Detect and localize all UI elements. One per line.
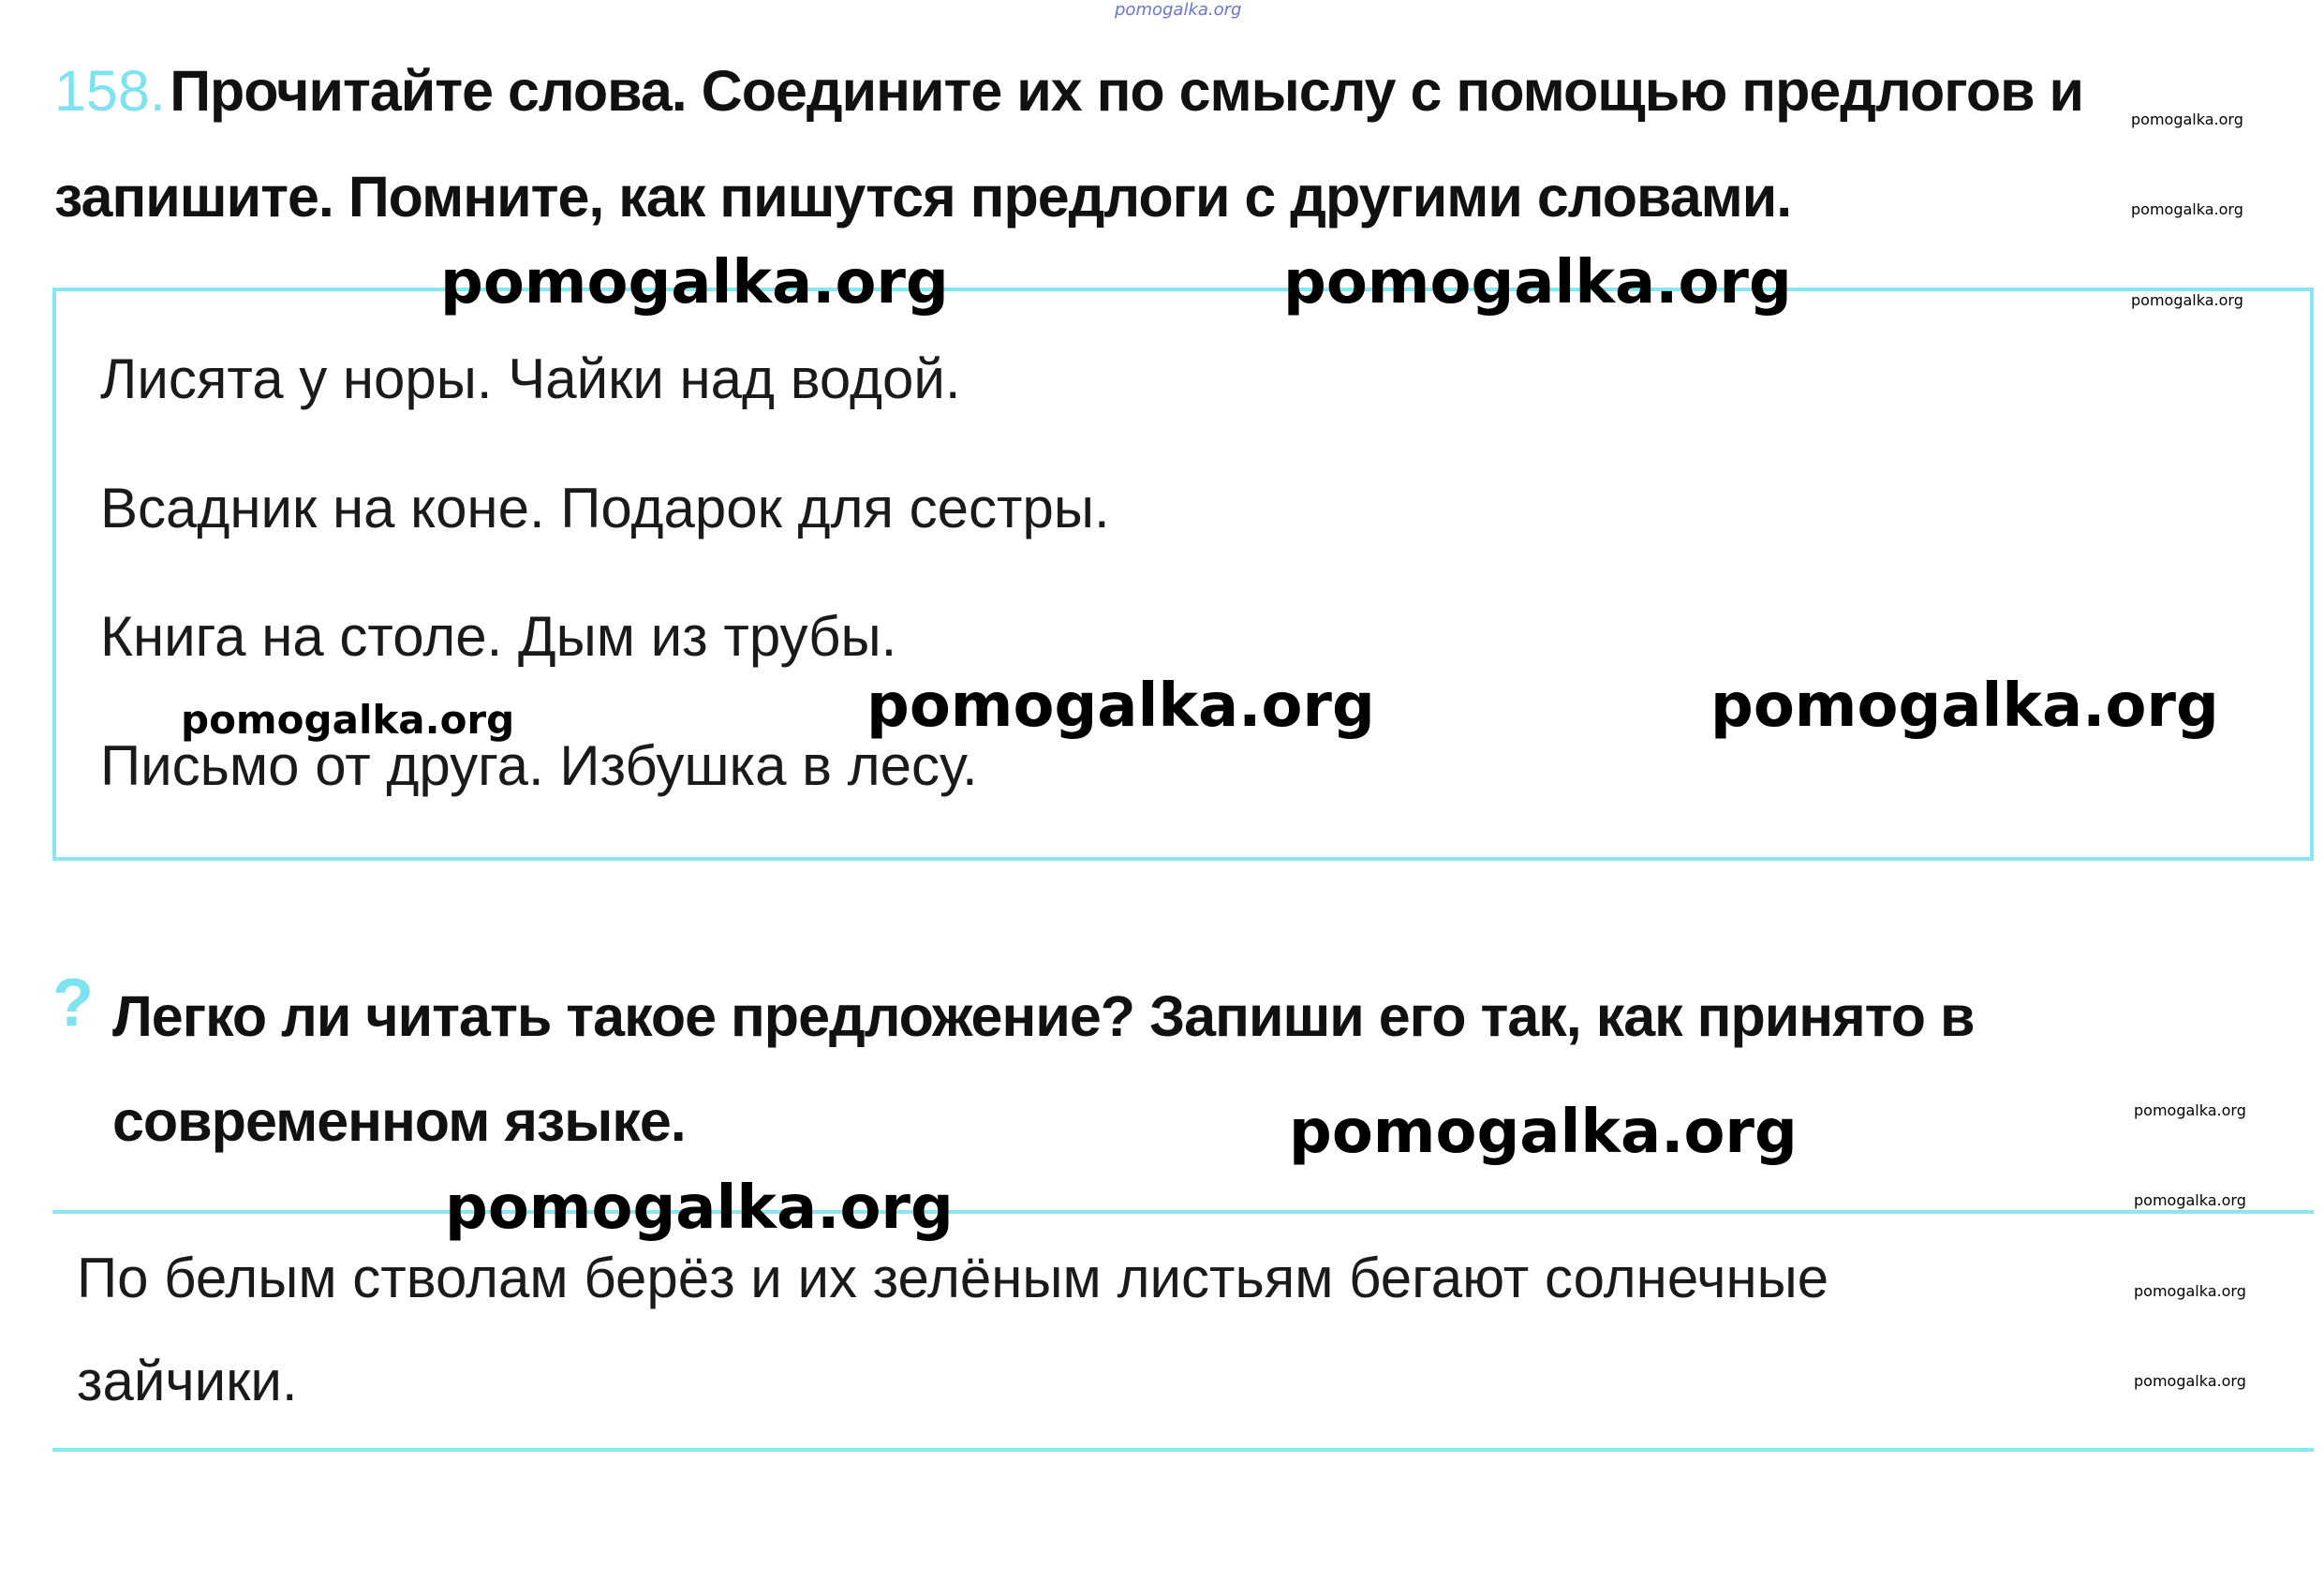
answer2-top-rule <box>52 1210 2314 1214</box>
watermark-small-5: pomogalka.org <box>2134 1191 2246 1209</box>
watermark-mid-1: pomogalka.org <box>181 697 515 743</box>
watermark-big-4: pomogalka.org <box>1710 672 2219 741</box>
answer2-bottom-rule <box>52 1448 2314 1452</box>
watermark-big-5: pomogalka.org <box>1289 1098 1798 1167</box>
watermark-small-7: pomogalka.org <box>2134 1372 2246 1390</box>
answer-line-3: Книга на столе. Дым из трубы. <box>100 605 897 668</box>
answer-line-1: Лисята у норы. Чайки над водой. <box>100 347 961 410</box>
watermark-big-1: pomogalka.org <box>440 248 949 318</box>
top-watermark: pomogalka.org <box>1115 0 1242 20</box>
answer-line-4: Письмо от друга. Избушка в лесу. <box>100 734 978 797</box>
watermark-small-2: pomogalka.org <box>2131 200 2243 218</box>
task-instruction-line1: Прочитайте слова. Соедините их по смыслу с помощью предлогов и <box>170 59 2084 123</box>
task-heading-line1 <box>54 58 2083 124</box>
task-instruction-line2: запишите. Помните, как пишутся предлоги с другими словами. <box>54 165 1792 229</box>
answer-line-2: Всадник на коне. Подарок для сестры. <box>100 477 1110 539</box>
answer2-line2: зайчики. <box>77 1350 298 1412</box>
watermark-small-1: pomogalka.org <box>2131 111 2243 128</box>
watermark-small-4: pomogalka.org <box>2134 1101 2246 1119</box>
watermark-big-2: pomogalka.org <box>1283 248 1792 318</box>
question-mark-icon: ? <box>52 966 94 1041</box>
watermark-small-3: pomogalka.org <box>2131 291 2243 309</box>
watermark-big-6: pomogalka.org <box>445 1174 954 1243</box>
task-number: 158. <box>54 59 166 123</box>
watermark-big-3: pomogalka.org <box>866 672 1375 741</box>
question-line1: Легко ли читать такое предложение? Запиши его так, как принято в <box>112 984 1975 1048</box>
watermark-small-6: pomogalka.org <box>2134 1282 2246 1300</box>
question-line2: современном языке. <box>112 1089 686 1153</box>
answer2-line1: По белым стволам берёз и их зелёным листьям бегают солнечные <box>77 1247 1829 1309</box>
